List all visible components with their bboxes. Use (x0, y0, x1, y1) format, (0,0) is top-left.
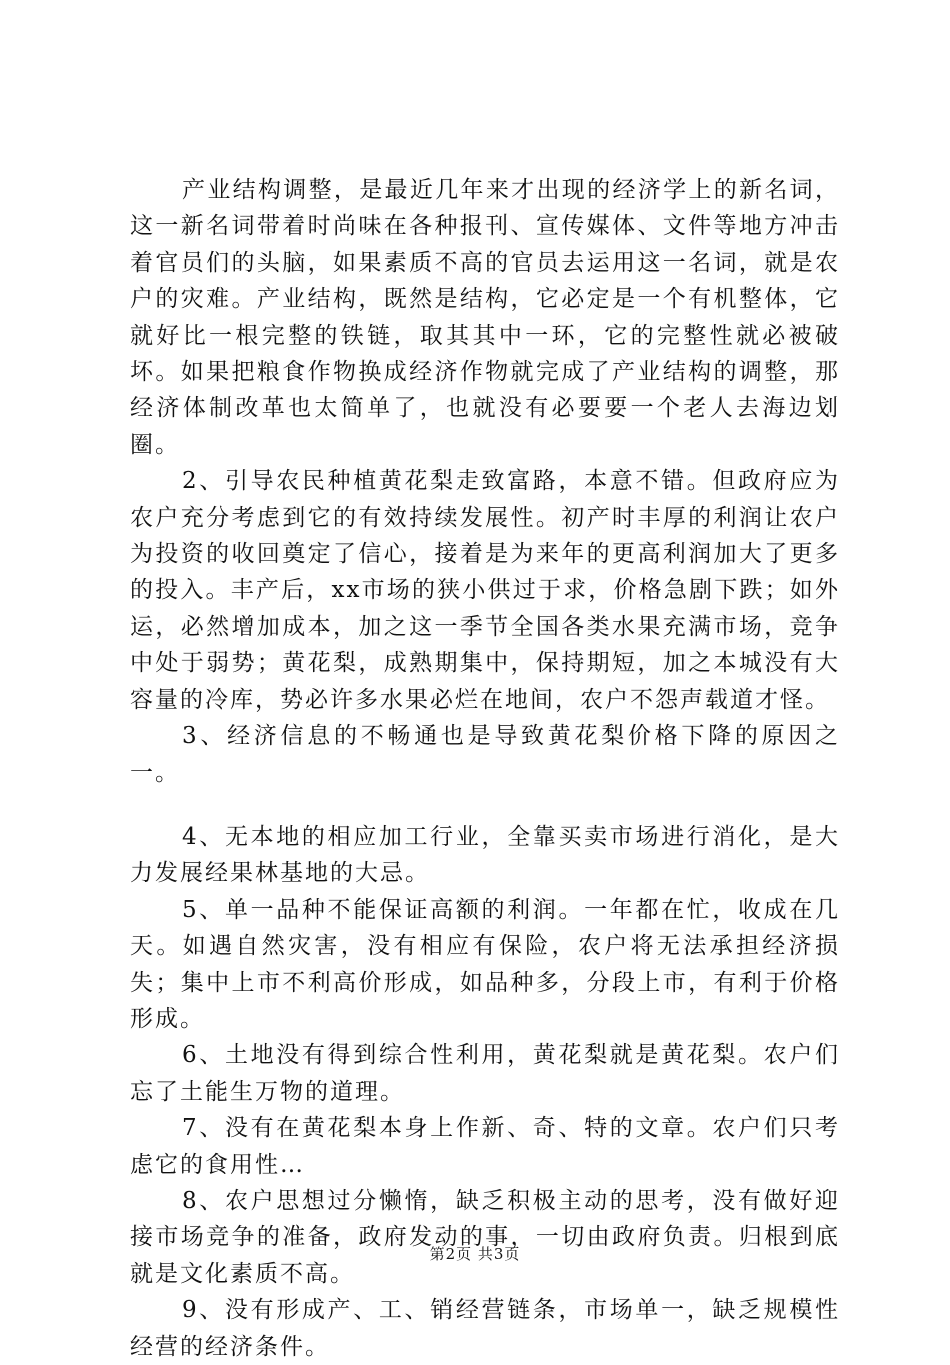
paragraph-point-5: 5、单一品种不能保证高额的利润。一年都在忙，收成在几天。如遇自然灾害，没有相应有保险，农户将无法承担经济损失；集中上市不利高价形成，如品种多，分段上市，有利于价格形成。 (130, 896, 840, 1032)
paragraph-point-2: 2、引导农民种植黄花梨走致富路，本意不错。但政府应为农户充分考虑到它的有效持续发展性。初产时丰厚的利润让农户为投资的收回奠定了信心，接着是为来年的更高利润加大了更多的投入。丰产后，xx市场的狭小供过于求，价格急剧下跌；如外运，必然增加成本，加之这一季节全国各类水果充满市场，竞争中处于弱势；黄花梨，成熟期集中，保持期短，加之本城没有大容量的冷库，势必许多水果必烂在地间，农户不怨声载道才怪。 (130, 468, 840, 713)
paragraph-point-4: 4、无本地的相应加工行业，全靠买卖市场进行消化，是大力发展经果林基地的大忌。 (130, 823, 840, 887)
paragraph-point-7: 7、没有在黄花梨本身上作新、奇、特的文章。农户们只考虑它的食用性… (130, 1115, 840, 1178)
page-number-footer: 第2页 共3页 (429, 1245, 521, 1263)
paragraph-point-9: 9、没有形成产、工、销经营链条，市场单一，缺乏规模性经营的经济条件。 (130, 1297, 840, 1360)
paragraph-point-6: 6、土地没有得到综合性利用，黄花梨就是黄花梨。农户们忘了土能生万物的道理。 (130, 1042, 840, 1105)
document-body (130, 172, 840, 1365)
paragraph-point-8: 8、农户思想过分懒惰，缺乏积极主动的思考，没有做好迎接市场竞争的准备，政府发动的事，一切由政府负责。归根到底就是文化素质不高。 (130, 1187, 840, 1287)
paragraph-industry-structure: 产业结构调整，是最近几年来才出现的经济学上的新名词，这一新名词带着时尚味在各种报刊、宣传媒体、文件等地方冲击着官员们的头脑，如果素质不高的官员去运用这一名词，就是农户的灾难。产业结构，既然是结构，它必定是一个有机整体，它就好比一根完整的铁链，取其其中一环，它的完整性就必被破坏。如果把粮食作物换成经济作物就完成了产业结构的调整，那经济体制改革也太简单了，也就没有必要要一个老人去海边划圈。 (130, 177, 840, 458)
paragraph-point-3: 3、经济信息的不畅通也是导致黄花梨价格下降的原因之一。 (130, 723, 840, 786)
